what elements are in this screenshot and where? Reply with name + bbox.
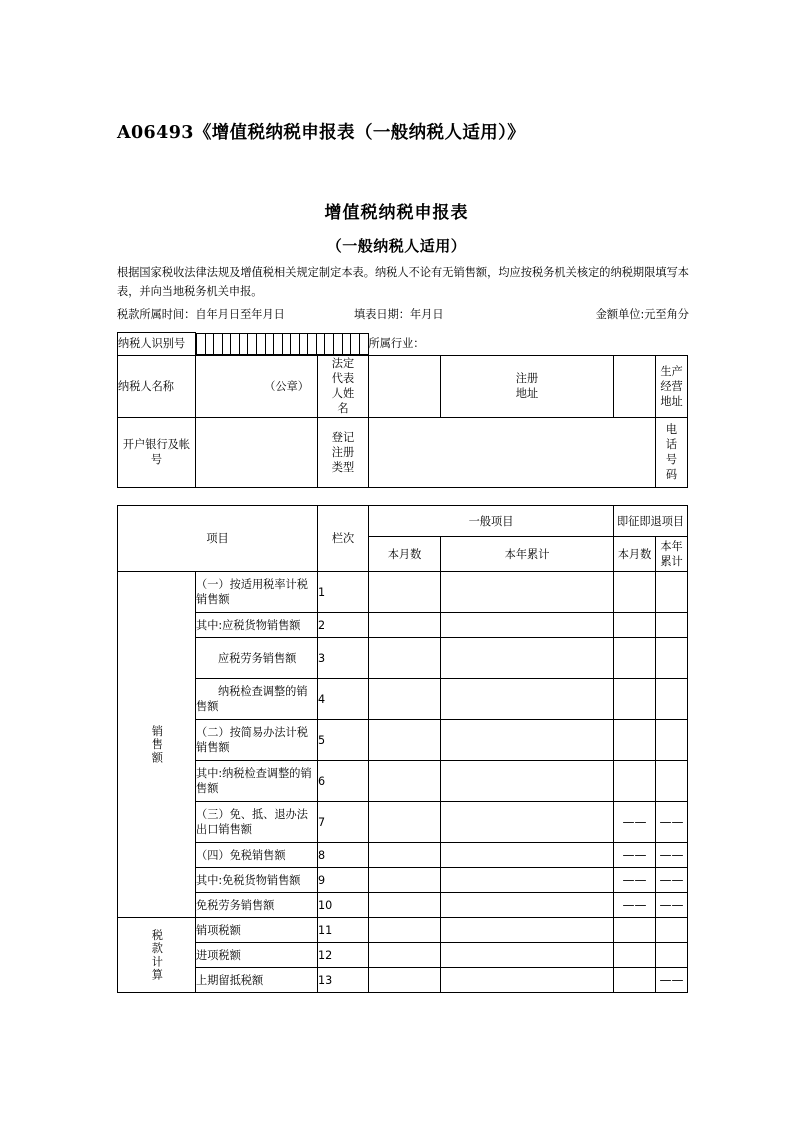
table-row [118,968,688,993]
table-row [118,918,688,943]
registration-type-value[interactable] [369,417,656,487]
category-sales [118,572,196,918]
row-refund-month-value: —— [614,893,656,918]
industry-label: 所属行业： [368,337,425,350]
row-line-no: 5 [318,720,369,761]
row-refund-month-value[interactable] [614,638,656,679]
taxpayer-id-box[interactable] [214,333,223,354]
row-general-year-value[interactable] [441,720,614,761]
table-header-row-1 [118,506,688,537]
taxpayer-id-box[interactable] [265,333,274,354]
row-refund-month-value[interactable] [614,943,656,968]
row-refund-year-value: —— [656,893,688,918]
row-item-name: 其中:免税货物销售额 [196,868,318,893]
row-item-name: （三）免、抵、退办法出口销售额 [196,802,318,843]
meta-line [117,306,689,322]
row-refund-month-value[interactable] [614,720,656,761]
row-line-no: 6 [318,761,369,802]
header-refund-year: 本年累计 [656,537,688,572]
row-line-no: 10 [318,893,369,918]
business-address-label: 生产 经营 地址 [656,355,688,417]
table-row [118,613,688,638]
amount-unit-label: 金额单位:元至角分 [595,308,689,321]
tax-period-label: 税款所属时间：自年月日至年月日 [117,308,285,321]
row-general-month-value[interactable] [369,868,441,893]
row-line-no: 11 [318,918,369,943]
header-general-month: 本月数 [369,537,441,572]
taxpayer-id-box[interactable] [282,333,291,354]
row-general-year-value[interactable] [441,843,614,868]
row-line-no: 12 [318,943,369,968]
bank-account-label: 开户银行及帐号 [118,417,196,487]
row-line-no: 1 [318,572,369,613]
row-refund-year-value[interactable] [656,761,688,802]
row-item-name: 其中:应税货物销售额 [196,613,318,638]
row-item-name: 应税劳务销售额 [196,638,318,679]
legal-rep-label: 法定 代表 人姓 名 [318,355,369,417]
row-refund-year-value[interactable] [656,918,688,943]
row-general-year-value[interactable] [441,638,614,679]
row-general-month-value[interactable] [369,843,441,868]
taxpayer-id-label: 纳税人识别号 [118,333,196,356]
header-refund-items: 即征即退项目 [614,506,688,537]
vat-declaration-table [117,505,688,993]
row-refund-month-value: —— [614,802,656,843]
category-sales-label: 销售额 [150,724,164,765]
row-general-month-value[interactable] [369,761,441,802]
row-general-month-value[interactable] [369,720,441,761]
row-line-no: 2 [318,613,369,638]
taxpayer-name-row [118,355,688,417]
taxpayer-info-table [117,332,688,488]
registration-type-label: 登记 注册 类型 [318,417,369,487]
taxpayer-id-box[interactable] [291,333,300,354]
row-general-month-value[interactable] [369,943,441,968]
registered-address-value[interactable] [614,355,656,417]
row-refund-month-value[interactable] [614,918,656,943]
document-heading: A06493《增值税纳税申报表（一般纳税人适用）》 [117,123,526,143]
header-item: 项目 [118,506,318,572]
row-refund-year-value[interactable] [656,720,688,761]
registered-address-label: 注册 地址 [441,355,614,417]
row-item-name: （二）按简易办法计税销售额 [196,720,318,761]
row-item-name: 上期留抵税额 [196,968,318,993]
taxpayer-id-box[interactable] [256,333,265,354]
table-row [118,868,688,893]
row-refund-year-value: —— [656,968,688,993]
row-refund-month-value[interactable] [614,613,656,638]
form-subtitle: （一般纳税人适用） [326,237,467,255]
table-row [118,679,688,720]
row-refund-month-value[interactable] [614,679,656,720]
row-line-no: 9 [318,868,369,893]
row-general-month-value[interactable] [369,802,441,843]
bank-account-value[interactable] [196,417,318,487]
row-refund-year-value[interactable] [656,613,688,638]
form-title: 增值税纳税申报表 [324,203,469,223]
taxpayer-id-box[interactable] [205,333,214,354]
row-general-year-value[interactable] [441,893,614,918]
taxpayer-id-box[interactable] [308,333,317,354]
taxpayer-id-box[interactable] [351,333,360,354]
header-refund-month: 本月数 [614,537,656,572]
table-row [118,893,688,918]
taxpayer-id-row [118,333,688,356]
table-row [118,761,688,802]
intro-paragraph: 根据国家税收法律法规及增值税相关规定制定本表。纳税人不论有无销售额，均应按税务机关核定的纳税期限填写本表，并向当地税务机关申报。 [117,266,689,298]
row-refund-year-value[interactable] [656,638,688,679]
phone-label: 电 话 号 码 [656,417,688,487]
row-general-month-value[interactable] [369,968,441,993]
taxpayer-id-box[interactable] [334,333,343,354]
row-refund-year-value: —— [656,802,688,843]
row-general-year-value[interactable] [441,943,614,968]
row-refund-year-value: —— [656,868,688,893]
row-general-month-value[interactable] [369,918,441,943]
row-general-month-value[interactable] [369,679,441,720]
legal-rep-value[interactable] [369,355,441,417]
row-general-month-value[interactable] [369,638,441,679]
row-refund-month-value: —— [614,868,656,893]
taxpayer-id-box[interactable] [239,333,248,354]
official-seal-area[interactable]: （公章） [196,355,318,417]
row-line-no: 3 [318,638,369,679]
table-row [118,802,688,843]
taxpayer-id-box[interactable] [222,333,231,354]
row-refund-month-value[interactable] [614,968,656,993]
taxpayer-id-boxes[interactable] [196,333,369,356]
row-item-name: 进项税额 [196,943,318,968]
taxpayer-id-box[interactable] [342,333,351,354]
row-item-name: （四）免税销售额 [196,843,318,868]
row-general-year-value[interactable] [441,968,614,993]
taxpayer-id-box[interactable] [231,333,240,354]
row-line-no: 13 [318,968,369,993]
row-item-name: （一）按适用税率计税销售额 [196,572,318,613]
row-general-year-value[interactable] [441,572,614,613]
row-refund-month-value: —— [614,843,656,868]
row-item-name: 销项税额 [196,918,318,943]
taxpayer-id-box[interactable] [325,333,334,354]
row-general-year-value[interactable] [441,613,614,638]
header-general-items: 一般项目 [369,506,614,537]
table-row [118,572,688,613]
row-line-no: 4 [318,679,369,720]
row-general-year-value[interactable] [441,918,614,943]
bank-account-row [118,417,688,487]
row-item-name: 免税劳务销售额 [196,893,318,918]
category-tax-calc [118,918,196,993]
row-item-name: 其中:纳税检查调整的销售额 [196,761,318,802]
table-row [118,638,688,679]
row-general-year-value[interactable] [441,679,614,720]
row-general-year-value[interactable] [441,761,614,802]
table-row [118,943,688,968]
taxpayer-id-box[interactable] [274,333,283,354]
row-refund-year-value[interactable] [656,679,688,720]
taxpayer-id-box[interactable] [316,333,325,354]
row-general-year-value[interactable] [441,802,614,843]
row-refund-year-value[interactable] [656,943,688,968]
row-refund-year-value[interactable] [656,572,688,613]
row-line-no: 7 [318,802,369,843]
row-refund-year-value: —— [656,843,688,868]
row-general-month-value[interactable] [369,893,441,918]
header-general-year: 本年累计 [441,537,614,572]
row-general-month-value[interactable] [369,613,441,638]
table-row [118,720,688,761]
row-general-month-value[interactable] [369,572,441,613]
row-refund-month-value[interactable] [614,572,656,613]
row-general-year-value[interactable] [441,868,614,893]
taxpayer-id-box[interactable] [299,333,308,354]
row-refund-month-value[interactable] [614,761,656,802]
row-line-no: 8 [318,843,369,868]
taxpayer-id-box[interactable] [248,333,257,354]
header-line-no: 栏次 [318,506,369,572]
taxpayer-id-box[interactable] [197,333,206,354]
taxpayer-name-label: 纳税人名称 [118,355,196,417]
fill-date-label: 填表日期：年月日 [354,308,444,321]
row-item-name: 纳税检查调整的销售额 [196,679,318,720]
table-row [118,843,688,868]
category-tax-calc-label: 税款计算 [150,928,164,982]
taxpayer-id-box[interactable] [359,333,368,354]
